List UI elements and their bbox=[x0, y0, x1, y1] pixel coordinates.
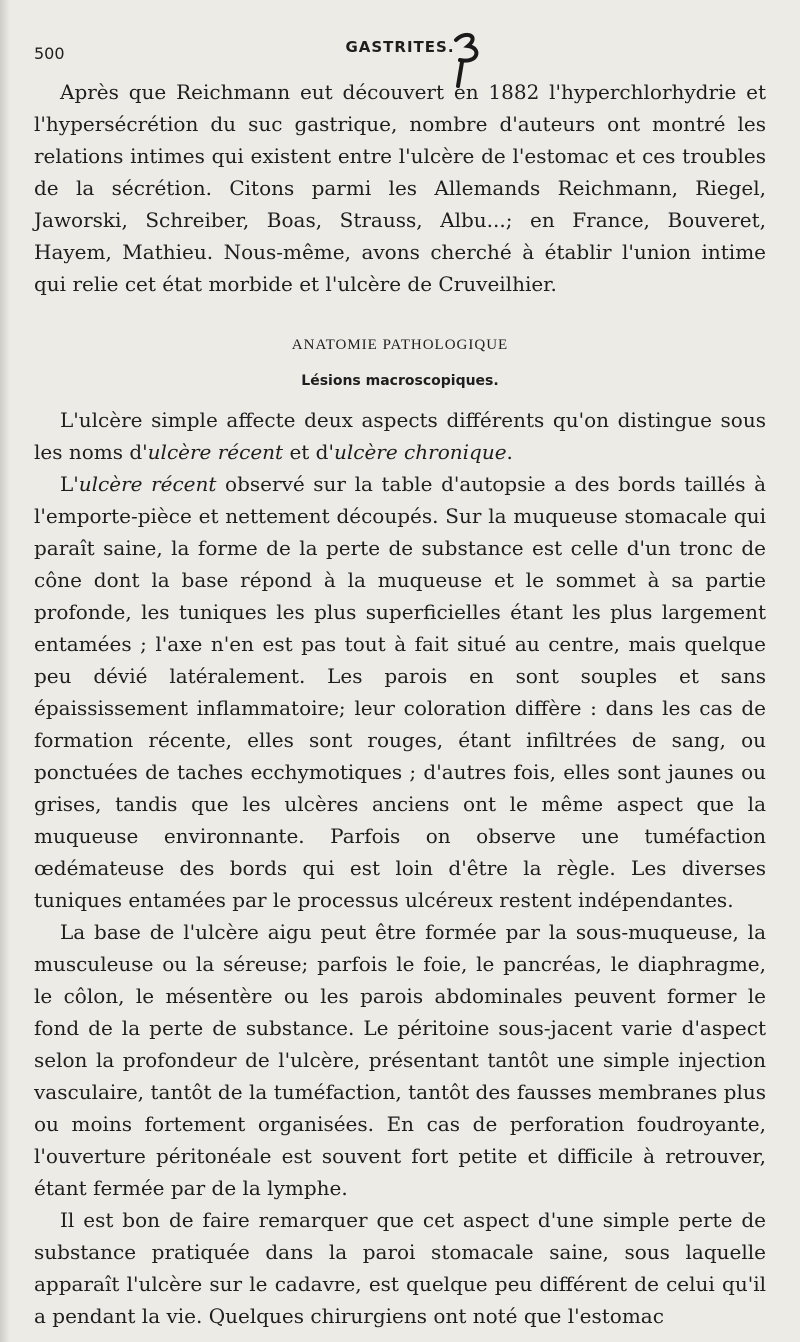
paragraph-remark: Il est bon de faire remarquer que cet aspect d'une simple perte de substance pratiquée dans la paroi stomacale saine, sous laquelle apparaît l'ulcère sur le cadavre, est quelque peu différent de celui qu'il a pendant la vie. Quelques chirurgiens ont noté que l'estomac bbox=[34, 1208, 766, 1328]
paragraph-aspects bbox=[34, 404, 766, 468]
paragraph-intro: Après que Reichmann eut découvert en 1882 l'hyperchlorhydrie et l'hypersécrétion du suc gastrique, nombre d'auteurs ont montré les relations intimes qui existent entre l'ulcère de l'estomac et ces troubles de la sécrétion. Citons parmi les Allemands Reichmann, Riegel, Jaworski, Schreiber, Boas, Strauss, Albu...; en France, Bouveret, Hayem, Mathieu. Nous-même, avons cherché à établir l'union intime qui relie cet état morbide et l'ulcère de Cruveilhier. bbox=[34, 80, 766, 296]
text-span: et d' bbox=[283, 440, 334, 464]
italic-term: ulcère chronique bbox=[333, 440, 507, 464]
page-edge-shadow bbox=[0, 0, 10, 1342]
paragraph-ulcer-base: La base de l'ulcère aigu peut être formée par la sous-muqueuse, la musculeuse ou la séreuse; parfois le foie, le pancréas, le diaphragme, le côlon, le mésentère ou les parois abdominales peuvent former le fond de la perte de substance. Le péritoine sous-jacent varie d'aspect selon la profondeur de l'ulcère, présentant tantôt une simple injection vasculaire, tantôt de la tuméfaction, tantôt des fausses membranes plus ou moins fortement organisées. En cas de perforation foudroyante, l'ouverture péritonéale est souvent fort petite et difficile à retrouver, étant fermée par de la lymphe. bbox=[34, 920, 766, 1200]
running-head: GASTRITES. bbox=[345, 38, 455, 56]
italic-term: ulcère récent bbox=[78, 472, 217, 496]
paragraph-recent-ulcer bbox=[34, 468, 766, 916]
italic-term: ulcère récent bbox=[147, 440, 284, 464]
page-number: 500 bbox=[34, 44, 65, 63]
subsection-heading: Lésions macroscopiques. bbox=[301, 373, 499, 389]
text-span: observé sur la table d'autopsie a des bords taillés à l'emporte-pièce et nettement découpés. Sur la muqueuse stomacale qui paraît saine, la forme de la perte de substance est celle d'un tronc de cône dont la base répond à la muqueuse et le sommet à sa partie profonde, les tuniques les plus superficielles étant les plus largement entamées ; l'axe n'en est pas tout à fait situé au centre, mais quelque peu dévié latéralement. Les parois en sont souples et sans épaississement inflammatoire; leur coloration diffère : dans les cas de formation récente, elles sont rouges, étant infiltrées de sang, ou ponctuées de taches ecchymotiques ; d'autres fois, elles sont jaunes ou grises, tandis que les ulcères anciens ont le même aspect que la muqueuse environnante. Parfois on observe une tuméfaction œdémateuse des bords qui est loin d'être la règle. Les diverses tuniques entamées par le processus ulcéreux restent indépendantes. bbox=[34, 472, 767, 912]
text-span: L' bbox=[60, 472, 79, 496]
page-text bbox=[34, 76, 766, 1332]
section-heading: ANATOMIE PATHOLOGIQUE bbox=[291, 337, 509, 353]
text-span: . bbox=[506, 440, 513, 464]
text-span: L'ulcère simple affecte deux aspects différents qu'on distingue sous les noms d' bbox=[34, 408, 766, 464]
page-header bbox=[34, 38, 766, 64]
